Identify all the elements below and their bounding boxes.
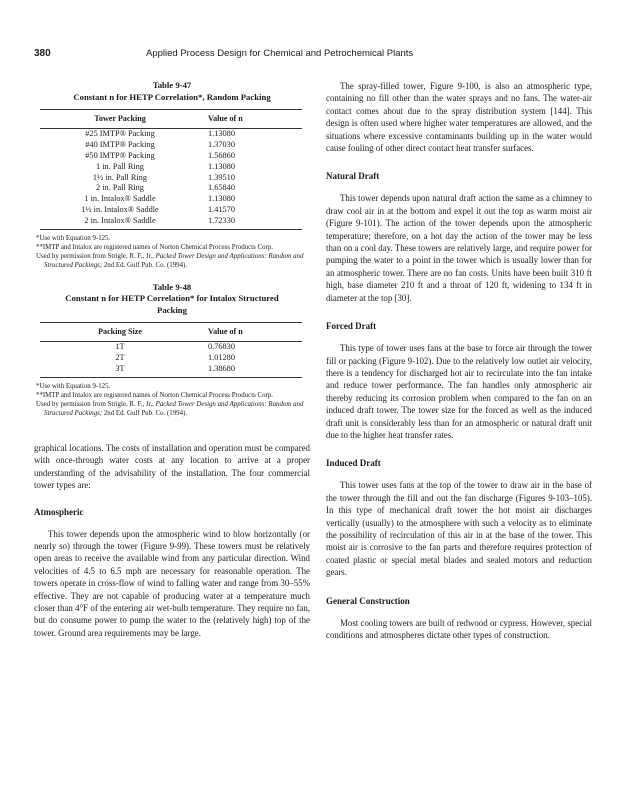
- footnote: **IMTP and Intalox are registered names of Norton Chemical Process Products Corp.: [36, 391, 274, 399]
- section-heading: Natural Draft: [326, 171, 380, 182]
- body-paragraph: This tower depends upon natural draft action the same as a chimney to draw cool air in at the bottom and expel it out the top as warm moist air (Figure 9-101). The action of the tower depends upon the atmospheric temperature; therefore, on a hot day the action of the tower may be less than on a cool day. These towers are relatively large, and require power for pumping the water to a point in the tower which is usually lower than for an atmospheric tower. There are no fan costs. Units have been built 310 ft high, base diameter 210 ft and a throat of 120 ft, widening to 134 ft in diameter at the top [30].: [326, 193, 592, 303]
- table-cell: 1.72330: [200, 216, 252, 229]
- section-heading: General Construction: [326, 595, 410, 606]
- source-note: Used by permission from Strigle, R. F., Jr., Packed Tower Design and Applications: Random and Structured Packings; 2nd Ed. Gulf Pub. Co. (1994).: [36, 252, 304, 269]
- footnote: *Use with Equation 9-125.: [36, 234, 111, 242]
- table-row: [40, 353, 302, 364]
- table-row: [40, 173, 302, 184]
- source-note: Used by permission from Strigle, R. F., Jr., Packed Tower Design and Applications: Random and Structured Packings; 2nd Ed. Gulf Pub. Co. (1994).: [36, 400, 304, 417]
- table-row: [40, 194, 302, 205]
- table-row: [40, 364, 302, 377]
- table-footnotes: [34, 234, 310, 270]
- table-cell: #50 IMTP® Packing: [85, 151, 155, 160]
- table-cell: 2 in. Pall Ring: [96, 183, 144, 193]
- body-paragraph: This tower uses fans at the top of the tower to draw air in the base of the tower through the fill and out the fan discharge (Figures 9-103–105). In this type of mechanical draft tower the hot moist air discharges vertically (usually) to the atmosphere with such a velocity as to eliminate the possibility of recirculation of this air in at the base of the tower. This moist air is corrosive to the fan parts and therefore requires protection of coated plastic or special metal blades and sealed motors and reduction gears.: [326, 480, 592, 578]
- table-9-47: [34, 80, 310, 270]
- table-cell: 1.41570: [208, 204, 235, 214]
- column-header: Packing Size: [40, 323, 200, 342]
- table-row: [40, 151, 302, 162]
- table-cell: 1.13080: [208, 194, 235, 204]
- data-table: [40, 109, 302, 230]
- table-row: [40, 205, 302, 216]
- table-number: Table 9-48: [152, 281, 192, 292]
- footnote: *Use with Equation 9-125.: [36, 382, 111, 390]
- body-paragraph: This type of tower uses fans at the base to force air through the tower fill or packing (Figure 9-102). Due to the relatively low outlet air velocity, there is a tendency for discharged hot air to recirculate into the fan intake and reduce tower performance. The fan handles only atmospheric air thereby reducing its corrosion problem when compared to the fan on an induced draft tower. The tower size for the forced as well as the induced draft unit is considerably less than for an atmospheric or natural draft unit due to the higher heat transfer rates.: [326, 343, 592, 440]
- table-cell: 0.76830: [208, 342, 235, 352]
- table-cell: 1T: [115, 342, 125, 352]
- table-cell: 2T: [115, 353, 125, 363]
- data-table: [40, 322, 302, 378]
- table-caption: Constant n for HETP Correlation* for Intalox Structured Packing: [65, 293, 279, 315]
- page-number: 380: [34, 48, 51, 59]
- body-paragraph: graphical locations. The costs of installation and operation must be compared with once-through water costs at any location to arrive at a proper understanding of the advisability of the installation. The four commercial tower types are:: [34, 442, 310, 491]
- body-paragraph: The spray-filled tower, Figure 9-100, is also an atmospheric type, containing no fill other than the water sprays and no fans. The water-air contact comes about due to the spray distribution system [144]. This design is often used where higher water temperatures are allowed, and the situations where excessive contaminants building up in the water would cause fouling of other direct contact heat transfer surfaces.: [326, 81, 592, 154]
- table-cell: 1.37030: [208, 140, 235, 150]
- book-title: Applied Process Design for Chemical and Petrochemical Plants: [146, 48, 414, 59]
- column-header: Tower Packing: [40, 110, 200, 129]
- table-cell: 1.13080: [208, 161, 235, 171]
- table-cell: 1.01280: [208, 353, 235, 363]
- table-cell: 1½ in. Pall Ring: [92, 172, 148, 182]
- table-cell: 1.38680: [200, 364, 252, 377]
- right-column: [326, 80, 592, 641]
- section-heading: Atmospheric: [34, 506, 84, 517]
- table-cell: 1.65840: [208, 183, 235, 193]
- table-cell: 1 in. Pall Ring: [96, 161, 144, 171]
- table-cell: #25 IMTP® Packing: [85, 129, 155, 139]
- table-caption: Constant n for HETP Correlation*, Random Packing: [73, 91, 271, 102]
- table-cell: 1½ in. Intalox® Saddle: [81, 204, 159, 214]
- table-row: [40, 216, 302, 229]
- footnote: **IMTP and Intalox are registered names of Norton Chemical Process Products Corp.: [36, 243, 274, 251]
- table-cell: 1 in. Intalox® Saddle: [84, 194, 156, 204]
- section-heading: Induced Draft: [326, 458, 381, 469]
- section-heading: Forced Draft: [326, 321, 377, 332]
- table-footnotes: [34, 382, 310, 418]
- left-column: [34, 80, 310, 639]
- table-row: [40, 129, 302, 140]
- running-header: [34, 48, 591, 62]
- body-paragraph: Most cooling towers are built of redwood or cypress. However, special conditions and atmospheres dictate other types of construction.: [326, 617, 592, 640]
- table-cell: 2 in. Intalox® Saddle: [40, 216, 200, 229]
- body-paragraph: This tower depends upon the atmospheric wind to blow horizontally (or nearly so) through the tower (Figure 9-99). These towers must be relatively open areas to receive the available wind from any particular direction. Wind velocities of 4.5 to 6.5 mph are necessary for reasonable operation. The towers operate in cross-flow of wind to falling water and range from 30–55% effective. They are not capable of producing water at a temperature much closer than 4°F of the entering air wet-bulb temperature. They require no fan, but do consume power to pump the water to the (relatively high) top of the tower. Ground area requirements may be large.: [34, 528, 310, 638]
- table-row: [40, 140, 302, 151]
- column-header: Value of n: [200, 110, 252, 129]
- table-row: [40, 342, 302, 353]
- table-number: Table 9-47: [152, 80, 192, 90]
- table-cell: 1.13080: [208, 129, 235, 139]
- table-cell: 1.39510: [208, 172, 235, 182]
- table-cell: 1.56860: [208, 151, 235, 160]
- table-row: [40, 162, 302, 173]
- column-header: Value of n: [200, 323, 252, 342]
- table-cell: #40 IMTP® Packing: [85, 140, 155, 150]
- table-9-48: [34, 282, 310, 418]
- table-row: [40, 183, 302, 194]
- table-cell: 3T: [40, 364, 200, 377]
